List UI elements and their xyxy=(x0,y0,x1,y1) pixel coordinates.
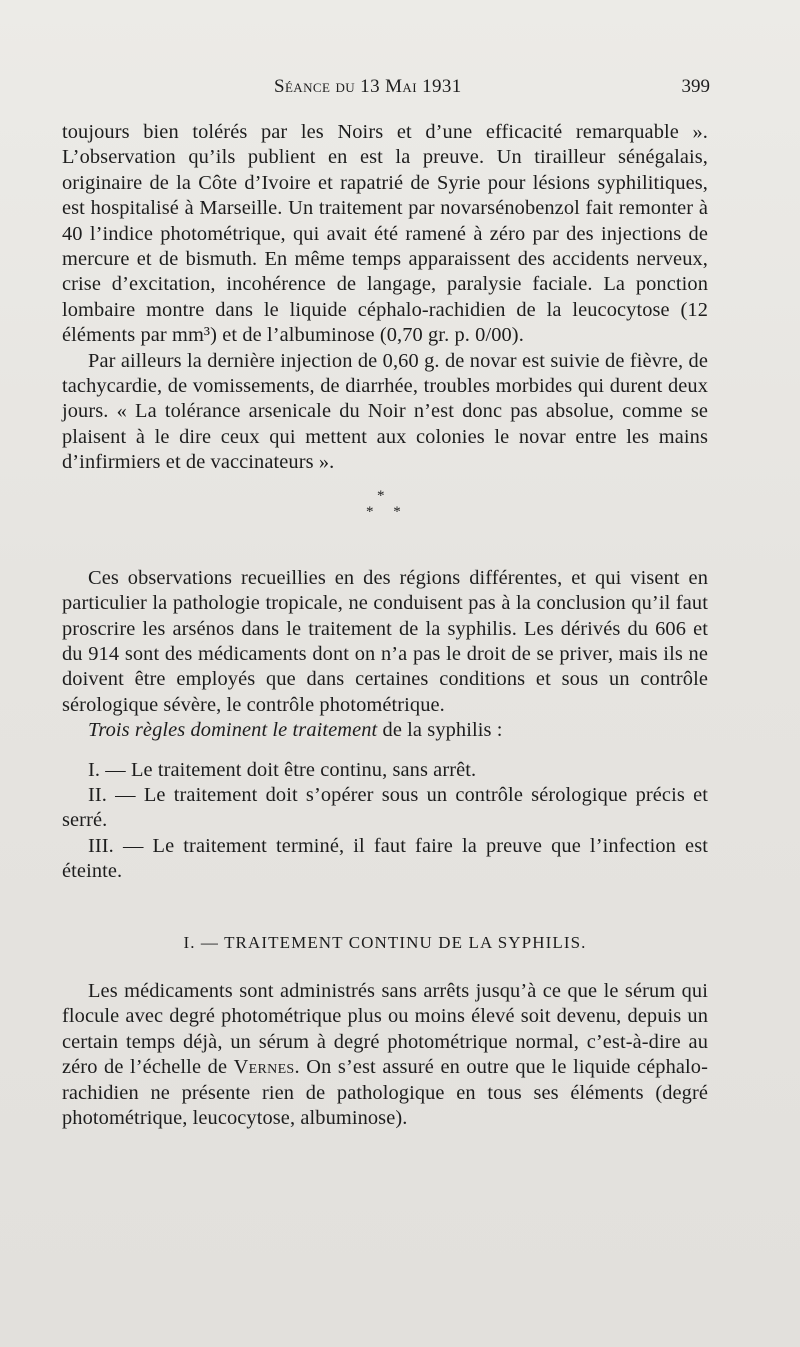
rules-intro-tail: de la syphilis : xyxy=(377,719,503,742)
rules-list xyxy=(62,758,708,885)
paragraph-3: Ces observations recueillies en des régions différentes, et qui visent en particulier la pathologie tropicale, ne conduisent pas à la conclusion qu’il faut proscrire les arsénos dans le traitement de la syphilis. Les dérivés du 606 et du 914 sont des médicaments dont on n’a pas le droit de se priver, mais ils ne doivent être employés que dans certaines conditions et sous un contrôle sérologique sévère, le contrôle photométrique. xyxy=(62,566,708,716)
section-heading: I. — TRAITEMENT CONTINU DE LA SYPHILIS. xyxy=(183,932,587,952)
paragraph-spacer xyxy=(62,540,708,566)
author-name-vernes: Vernes xyxy=(233,1056,295,1079)
paragraph-4 xyxy=(62,979,708,1131)
running-title: Séance du 13 Mai 1931 xyxy=(274,76,462,97)
rule-1: I. — Le traitement doit être continu, sans arrêt. xyxy=(88,758,477,781)
page-header xyxy=(60,72,710,102)
ornament-top-star: * xyxy=(377,487,385,504)
rules-intro xyxy=(62,718,708,743)
paragraph-2: Par ailleurs la dernière injection de 0,60 g. de novar est suivie de fièvre, de tachycardie, de vomissements, de diarrhée, troubles morbides qui durent deux jours. « La tolérance arsenicale du Noir n’est donc pas absolue, comme se plaisent à le dire ceux qui mettent aux colonies le novar entre les mains d’infirmiers et de vaccinateurs ». xyxy=(62,349,708,474)
document-body xyxy=(62,120,708,1131)
paragraph-4-before-name: Les médicaments sont administrés sans arrêts jusqu’à ce que le sérum qui flocule avec degré photométrique plus ou moins élevé soit devenu, depuis un certain temps déjà, un sérum à degré photométrique normal, c’est-à-dire au zéro de l’échelle de xyxy=(62,979,708,1079)
ornament-bottom-stars: * * xyxy=(366,503,409,520)
section-ornament xyxy=(62,476,708,540)
rules-intro-italic: Trois règles dominent le traitement xyxy=(88,719,378,742)
rule-3: III. — Le traitement terminé, il faut faire la preuve que l’infection est éteinte. xyxy=(62,834,708,883)
paragraph-4-after-name: . On s’est assuré en outre que le liquide céphalo-rachidien ne présente rien de pathologique en tous ses éléments (degré photométrique, leucocytose, albuminose). xyxy=(62,1056,708,1129)
paragraph-1: toujours bien tolérés par les Noirs et d’une efficacité remarquable ». L’observation qu’ils publient en est la preuve. Un tirailleur sénégalais, originaire de la Côte d’Ivoire et rapatrié de Syrie pour lésions syphilitiques, est hospitalisé à Marseille. Un traitement par novarsénobenzol fait remonter à 40 l’indice photométrique, qui avait été ramené à zéro par des injections de mercure et de bismuth. En même temps apparaissent des accidents nerveux, crise d’excitation, incohérence de langage, paralysie faciale. La ponction lombaire montre dans le liquide céphalo-rachidien de la leucocytose (12 éléments par mm³) et de l’albuminose (0,70 gr. p. 0/00). xyxy=(62,121,708,347)
rule-2: II. — Le traitement doit s’opérer sous un contrôle sérologique précis et serré. xyxy=(62,783,708,832)
page-number: 399 xyxy=(681,76,710,97)
